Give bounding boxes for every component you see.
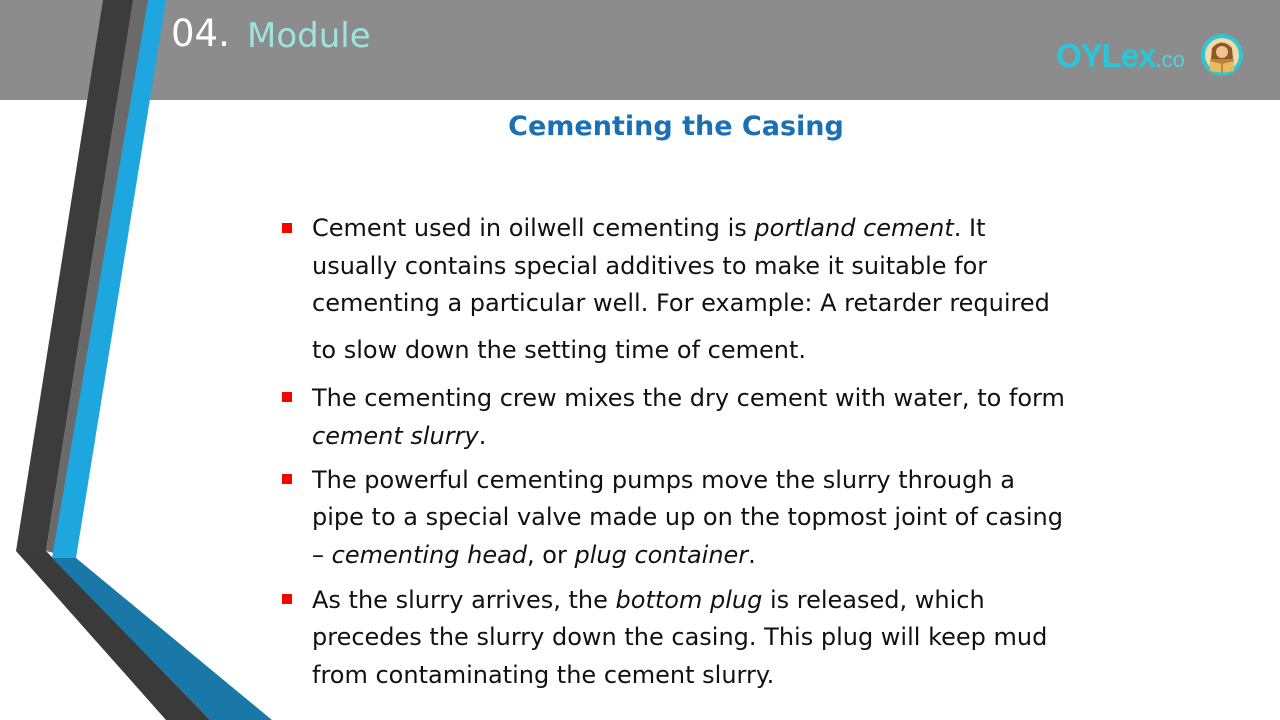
text-run: pipe to a special valve made up on the topmost joint of casing bbox=[312, 503, 1063, 531]
emphasis-term: cement slurry bbox=[312, 422, 479, 450]
bullet-3-line-2 bbox=[312, 500, 1063, 534]
module-label: Module bbox=[247, 16, 371, 56]
bullet-3-line-1 bbox=[312, 463, 1015, 497]
text-run: . bbox=[478, 422, 487, 450]
text-run: from contaminating the cement slurry. bbox=[312, 661, 775, 689]
bullet-1-line-3 bbox=[312, 286, 1050, 320]
bullet-marker bbox=[282, 392, 292, 402]
bullet-4-line-1 bbox=[312, 583, 985, 617]
bullet-4-line-3 bbox=[312, 658, 774, 692]
text-run: . bbox=[798, 336, 807, 364]
slide-title: Cementing the Casing bbox=[508, 111, 844, 142]
emphasis-term: portland cement bbox=[754, 214, 954, 242]
text-run: The cementing crew mixes the dry cement with water, to form bbox=[312, 384, 1065, 412]
bullet-3-line-3 bbox=[312, 538, 756, 572]
emphasis-term: cementing head bbox=[331, 541, 528, 569]
text-run: – bbox=[312, 541, 332, 569]
text-run: precedes the slurry down the casing. This plug will keep mud bbox=[312, 623, 1048, 651]
text-run: cementing a particular well. For example: A retarder required bbox=[312, 289, 1050, 317]
logo-brand: OYLex bbox=[1056, 37, 1156, 74]
bullet-4-line-2 bbox=[312, 620, 1047, 654]
text-run: The powerful cementing pumps move the slurry through a bbox=[312, 466, 1015, 494]
text-run: As the slurry arrives, the bbox=[312, 586, 616, 614]
bullet-marker bbox=[282, 223, 292, 233]
bullet-2-line-1 bbox=[312, 381, 1065, 415]
module-number: 04. bbox=[171, 12, 230, 55]
text-run: . It bbox=[953, 214, 986, 242]
bullet-marker bbox=[282, 594, 292, 604]
bullet-marker bbox=[282, 474, 292, 484]
text-run: , or bbox=[527, 541, 575, 569]
bullet-1-line-4 bbox=[312, 333, 806, 367]
text-run: Cement used in oilwell cementing is bbox=[312, 214, 755, 242]
emphasis-term: bottom plug bbox=[615, 586, 763, 614]
bullet-1-line-2 bbox=[312, 249, 987, 283]
bullet-2-line-2 bbox=[312, 419, 486, 453]
text-run: to slow down the setting time of cement bbox=[312, 336, 799, 364]
text-run: usually contains special additives to make it suitable for bbox=[312, 252, 988, 280]
bullet-1-line-1 bbox=[312, 211, 986, 245]
logo-tld: .co bbox=[1155, 47, 1185, 72]
text-run: . bbox=[748, 541, 756, 569]
text-run: is released, which bbox=[762, 586, 985, 614]
emphasis-term: plug container bbox=[574, 541, 749, 569]
